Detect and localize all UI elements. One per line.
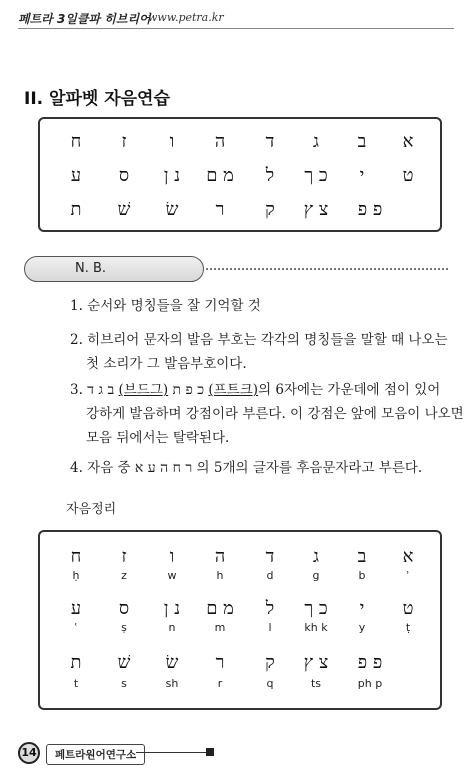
page-footer [18,742,458,764]
summary-translit: g [312,569,320,582]
note-4-prefix: 4. 자음 중 [70,460,131,476]
practice-letter: ח [70,131,82,152]
summary-letter: שׁ [117,652,131,673]
practice-letter: ר [215,199,225,220]
note-4-rest: 의 5개의 글자를 후음문자라고 부른다. [196,460,423,476]
publisher-label: 페트라원어연구소 [46,744,145,765]
summary-letter: י [359,598,365,619]
header-title: 페트라 3일클파 히브리어 [18,12,151,26]
summary-letter: ג [313,546,319,567]
summary-translit: w [167,569,177,582]
summary-letter: ז [121,546,127,567]
summary-translit: m [214,621,226,634]
note-3-number: 3. [70,382,83,398]
summary-translit: sh [165,677,179,690]
summary-letter: ס [118,598,130,619]
summary-translit: b [358,569,366,582]
summary-letter: ר [215,652,225,673]
page-number: 14 [18,742,40,764]
practice-letter: ו [169,131,175,152]
summary-translit: ḥ [72,569,80,582]
note-3-line-3: 모음 뒤에서는 탈락된다. [86,430,230,446]
note-3-hebrew-2: כ פ ת [172,382,205,398]
note-3-line-2: 강하게 발음하며 강점이라 부른다. 이 강점은 앞에 모음이 나오면 [86,406,464,422]
note-4-hebrew: ר ח ה ע א [134,460,193,476]
summary-translit: r [217,677,223,690]
summary-letter: שׂ [165,652,179,673]
practice-letter: א [402,131,414,152]
practice-letter: ת [70,199,82,220]
summary-letter: פ פ [357,652,383,673]
header-url: www.petra.kr [148,11,224,24]
summary-letter: א [402,546,414,567]
practice-letter: ב [357,131,367,152]
summary-letter: ב [357,546,367,567]
note-1 [70,294,261,318]
summary-letter: ח [70,546,82,567]
practice-letter: פ פ [357,199,383,220]
practice-letter: שׂ [165,199,179,220]
summary-letter: צ ץ [303,652,329,673]
summary-translit: ṭ [405,621,411,634]
note-2 [70,328,448,376]
note-3-line-1 [70,378,464,402]
summary-translit: ʾ [406,569,410,582]
section-title: II. 알파벳 자음연습 [24,89,170,109]
summary-letter: ו [169,546,175,567]
nb-label: N. B. [75,261,107,276]
practice-letter: ה [214,131,226,152]
practice-letter: מ ם [206,165,234,186]
practice-letter: כ ך [304,165,328,186]
summary-letter: ק [265,652,275,673]
practice-box [38,117,442,232]
summary-letter: ד [265,546,275,567]
summary-translit: l [268,621,272,634]
note-4 [70,456,422,480]
summary-letter: מ ם [206,598,234,619]
note-3-rest: 의 6자에는 가운데에 점이 있어 [258,382,441,398]
nb-pill [24,256,204,282]
summary-letter: ע [70,598,82,619]
summary-letter: כ ך [304,598,328,619]
footer-square-marker [206,748,214,756]
summary-title: 자음정리 [66,502,117,517]
summary-translit: ph p [357,677,383,690]
practice-letter: שׁ [117,199,131,220]
practice-letter: ע [70,165,82,186]
practice-letter: ג [313,131,319,152]
summary-translit: n [168,621,176,634]
summary-letter: ת [70,652,82,673]
summary-translit: z [121,569,127,582]
summary-translit: ṣ [121,621,127,634]
practice-letter: י [359,165,365,186]
summary-translit: h [216,569,224,582]
summary-letter: ה [214,546,226,567]
note-3 [70,378,464,450]
summary-letter: ט [402,598,414,619]
note-3-hebrew-1: ב ג ד [87,382,115,398]
header-rule [18,28,454,29]
practice-letter: צ ץ [303,199,329,220]
summary-translit: q [266,677,274,690]
summary-translit: s [121,677,127,690]
summary-box [38,530,442,710]
practice-letter: ל [265,165,275,186]
note-3-name-2: (프트크) [208,382,259,398]
note-1-text: 1. 순서와 명칭들을 잘 기억할 것 [70,298,261,314]
note-3-name-1: (브드그) [118,382,169,398]
summary-translit: ts [310,677,322,690]
summary-translit: y [358,621,366,634]
footer-rule [136,752,206,753]
note-2-line-2: 첫 소리가 그 발음부호이다. [86,356,247,372]
summary-translit: kh k [304,621,328,634]
running-header [18,8,454,30]
practice-letter: ס [118,165,130,186]
practice-letter: ט [402,165,414,186]
summary-letter: נ ן [163,598,181,619]
summary-translit: d [266,569,274,582]
practice-letter: ד [265,131,275,152]
summary-translit: ʿ [74,621,78,634]
summary-letter: ל [265,598,275,619]
summary-translit: t [73,677,79,690]
note-2-line-1: 2. 히브리어 문자의 발음 부호는 각각의 명칭들을 말할 때 나오는 [70,332,448,348]
practice-letter: נ ן [163,165,181,186]
nb-dotted-rule [206,268,448,270]
practice-letter: ק [265,199,275,220]
practice-letter: ז [121,131,127,152]
